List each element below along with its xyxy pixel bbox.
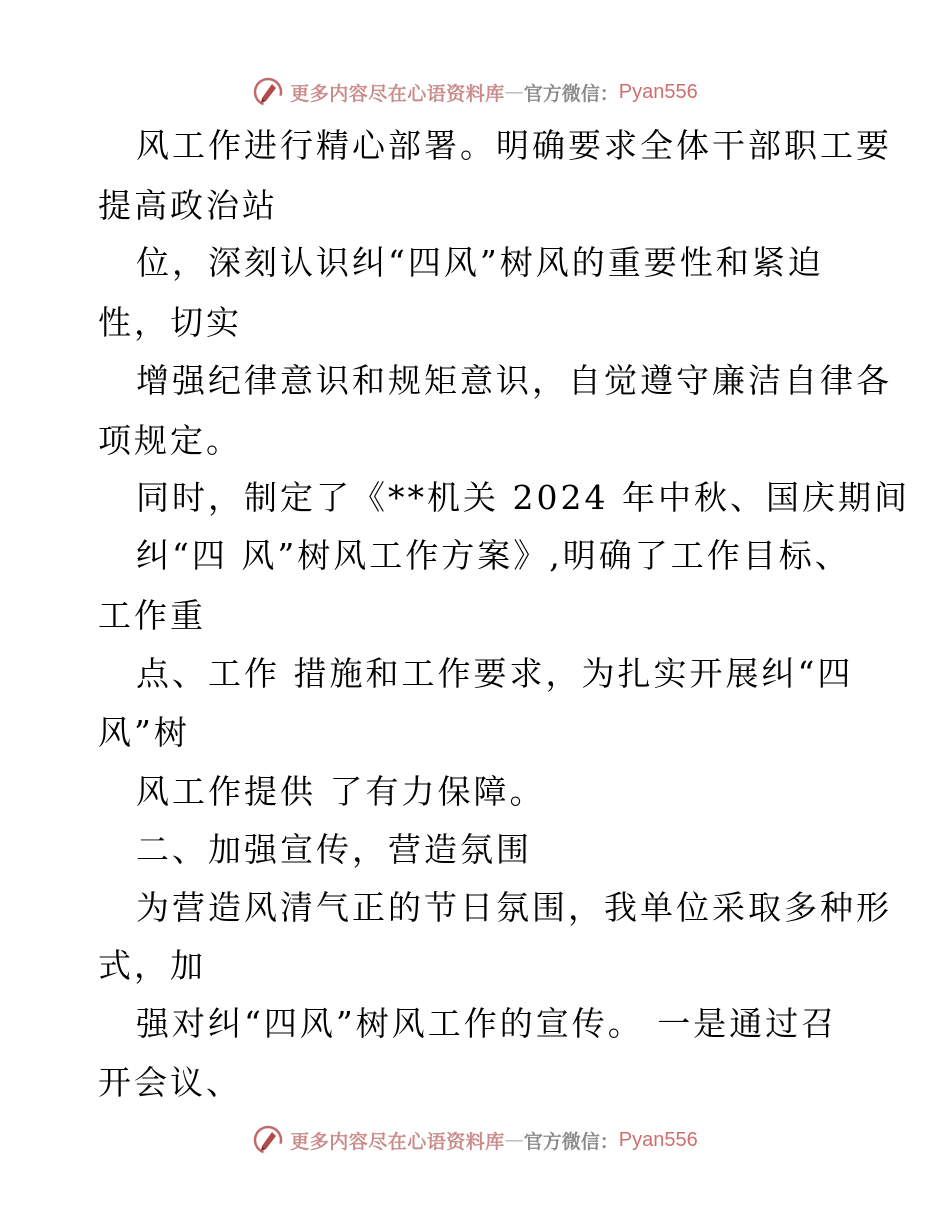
text-line: 式，加 xyxy=(98,946,206,985)
text-line: 工作重 xyxy=(98,596,206,635)
text-line: 同时，制定了《**机关 2024 年中秋、国庆期间 xyxy=(136,478,910,517)
text-line: 纠“四 风”树风工作方案》,明确了工作目标、 xyxy=(136,536,851,575)
banner-wechat-id: Pyan556 xyxy=(618,80,698,103)
banner-official-text: 官方微信： xyxy=(523,1130,619,1153)
text-line: 开会议、 xyxy=(98,1063,242,1102)
section-heading: 二、加强宣传，营造氛围 xyxy=(136,830,532,869)
text-line: 点、工作 措施和工作要求，为扎实开展纠“四 xyxy=(136,654,854,693)
text-line: 风工作进行精心部署。明确要求全体干部职工要 xyxy=(136,126,892,165)
banner-main-text: 更多内容尽在心语资料库 xyxy=(290,82,505,105)
banner-separator: — xyxy=(504,1129,524,1151)
text-line: 项规定。 xyxy=(98,421,242,460)
text-line: 位，深刻认识纠“四风”树风的重要性和紧迫 xyxy=(136,243,824,282)
text-line: 风”树 xyxy=(98,713,190,752)
header-watermark-banner xyxy=(0,72,950,112)
pen-nib-logo-icon xyxy=(252,76,284,108)
banner-separator: — xyxy=(504,81,524,103)
text-line: 为营造风清气正的节日氛围，我单位采取多种形 xyxy=(136,888,892,927)
text-line: 风工作提供 了有力保障。 xyxy=(136,772,546,811)
text-line: 增强纪律意识和规矩意识，自觉遵守廉洁自律各 xyxy=(136,361,892,400)
banner-wechat-id: Pyan556 xyxy=(618,1128,698,1151)
banner-official-text: 官方微信： xyxy=(523,82,619,105)
text-line: 性，切实 xyxy=(98,303,242,342)
footer-watermark-banner xyxy=(0,1120,950,1160)
banner-main-text: 更多内容尽在心语资料库 xyxy=(290,1130,505,1153)
text-line: 强对纠“四风”树风工作的宣传。 一是通过召 xyxy=(136,1004,838,1043)
text-line: 提高政治站 xyxy=(98,186,278,225)
pen-nib-logo-icon xyxy=(252,1124,284,1156)
